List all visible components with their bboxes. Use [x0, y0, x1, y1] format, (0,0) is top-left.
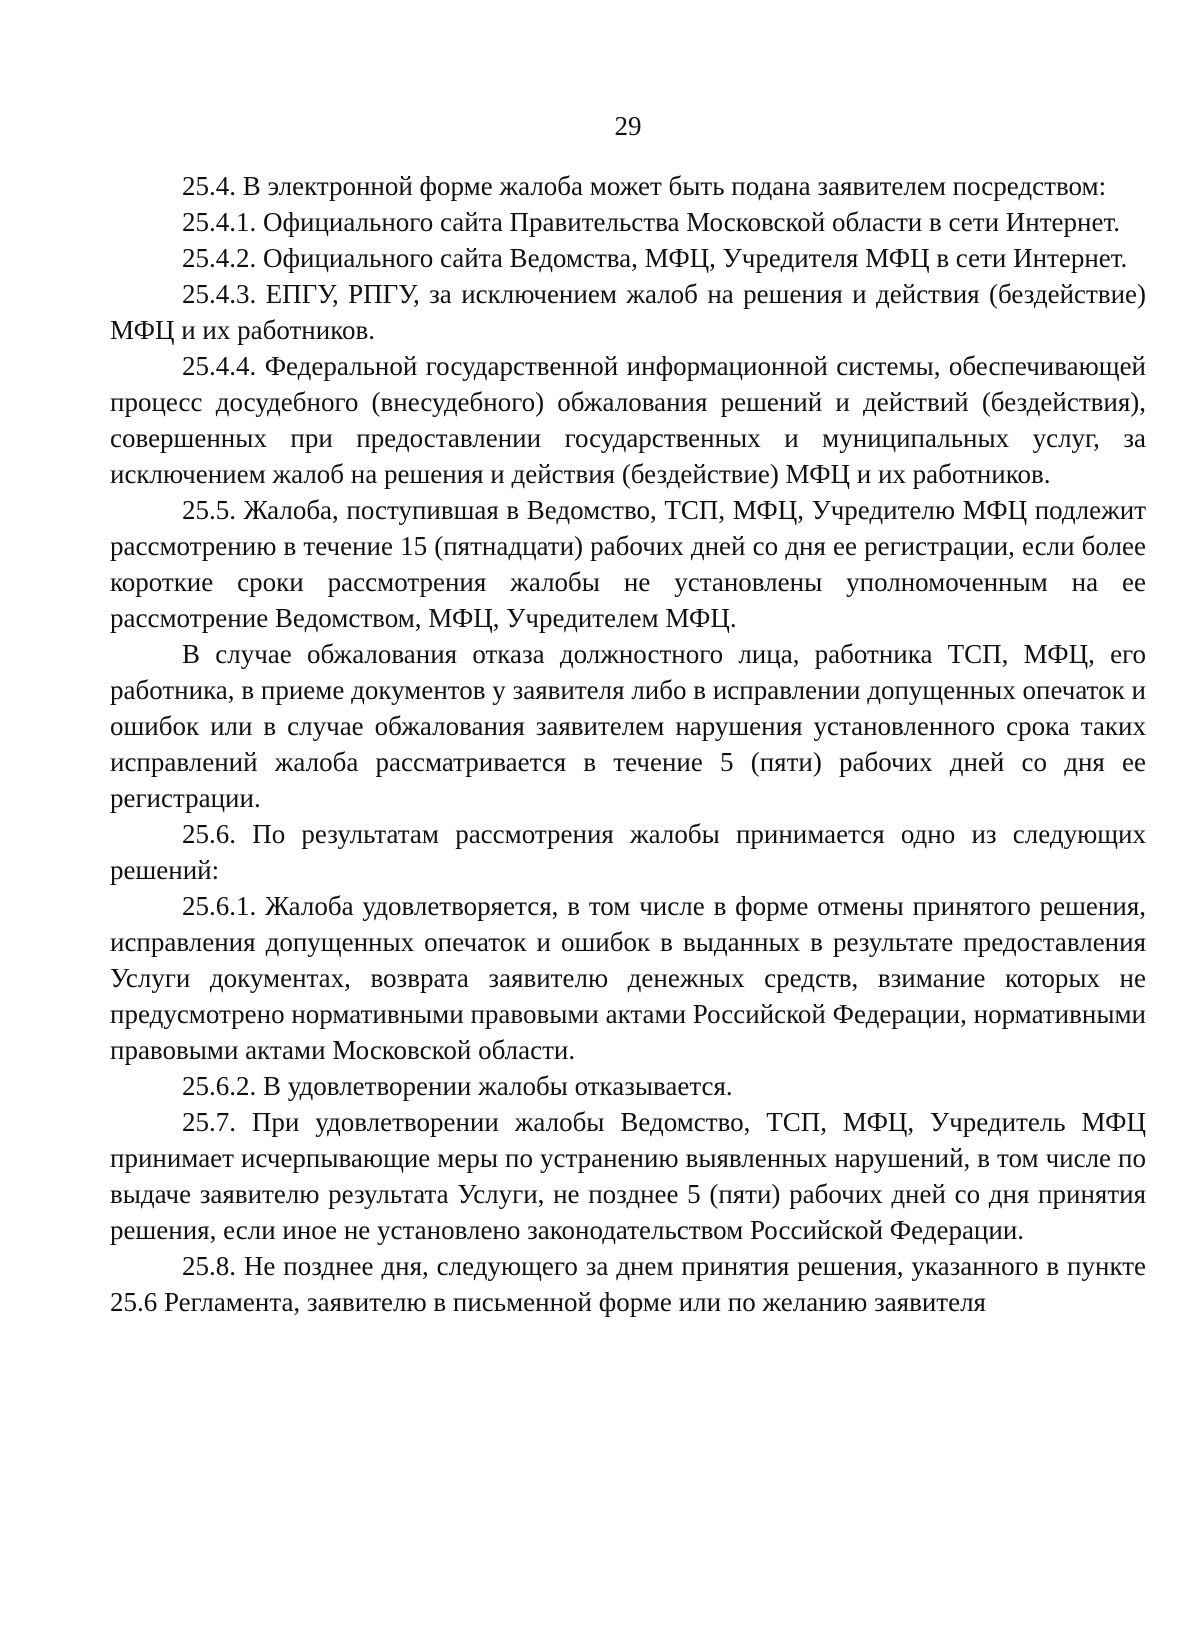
paragraph-25-6-2: 25.6.2. В удовлетворении жалобы отказывается.	[182, 1071, 733, 1101]
document-body	[110, 168, 1146, 1320]
paragraph-25-6: 25.6. По результатам рассмотрения жалобы принимается одно из следующих решений:	[110, 819, 1146, 885]
paragraph-25-4-4: 25.4.4. Федеральной государственной информационной системы, обеспечивающей процесс досудебного (внесудебного) обжалования решений и действий (бездействия), совершенных при предоставлении государственных и муниципальных услуг, за исключением жалоб на решения и действия (бездействие) МФЦ и их работников.	[110, 351, 1146, 489]
paragraph-25-7: 25.7. При удовлетворении жалобы Ведомство, ТСП, МФЦ, Учредитель МФЦ принимает исчерпывающие меры по устранению выявленных нарушений, в том числе по выдаче заявителю результата Услуги, не позднее 5 (пяти) рабочих дней со дня принятия решения, если иное не установлено законодательством Российской Федерации.	[110, 1107, 1146, 1245]
paragraph-25-4-2: 25.4.2. Официального сайта Ведомства, МФЦ, Учредителя МФЦ в сети Интернет.	[182, 243, 1128, 273]
paragraph-25-8: 25.8. Не позднее дня, следующего за днем принятия решения, указанного в пункте 25.6 Регламента, заявителю в письменной форме или по желанию заявителя	[110, 1251, 1146, 1317]
paragraph-25-6-1: 25.6.1. Жалоба удовлетворяется, в том числе в форме отмены принятого решения, исправления допущенных опечаток и ошибок в выданных в результате предоставления Услуги документах, возврата заявителю денежных средств, взимание которых не предусмотрено нормативными правовыми актами Российской Федерации, нормативными правовыми актами Московской области.	[110, 891, 1146, 1065]
page-number: 29	[614, 111, 642, 141]
paragraph-25-5-appeal-refusal: В случае обжалования отказа должностного лица, работника ТСП, МФЦ, его работника, в приеме документов у заявителя либо в исправлении допущенных опечаток и ошибок или в случае обжалования заявителем нарушения установленного срока таких исправлений жалоба рассматривается в течение 5 (пяти) рабочих дней со дня ее регистрации.	[110, 639, 1146, 813]
paragraph-25-4: 25.4. В электронной форме жалоба может быть подана заявителем посредством:	[182, 171, 1107, 201]
paragraph-25-4-1: 25.4.1. Официального сайта Правительства Московской области в сети Интернет.	[182, 207, 1120, 237]
paragraph-25-4-3: 25.4.3. ЕПГУ, РПГУ, за исключением жалоб на решения и действия (бездействие) МФЦ и их работников.	[110, 279, 1146, 345]
paragraph-25-5: 25.5. Жалоба, поступившая в Ведомство, ТСП, МФЦ, Учредителю МФЦ подлежит рассмотрению в течение 15 (пятнадцати) рабочих дней со дня ее регистрации, если более короткие сроки рассмотрения жалобы не установлены уполномоченным на ее рассмотрение Ведомством, МФЦ, Учредителем МФЦ.	[110, 495, 1146, 633]
